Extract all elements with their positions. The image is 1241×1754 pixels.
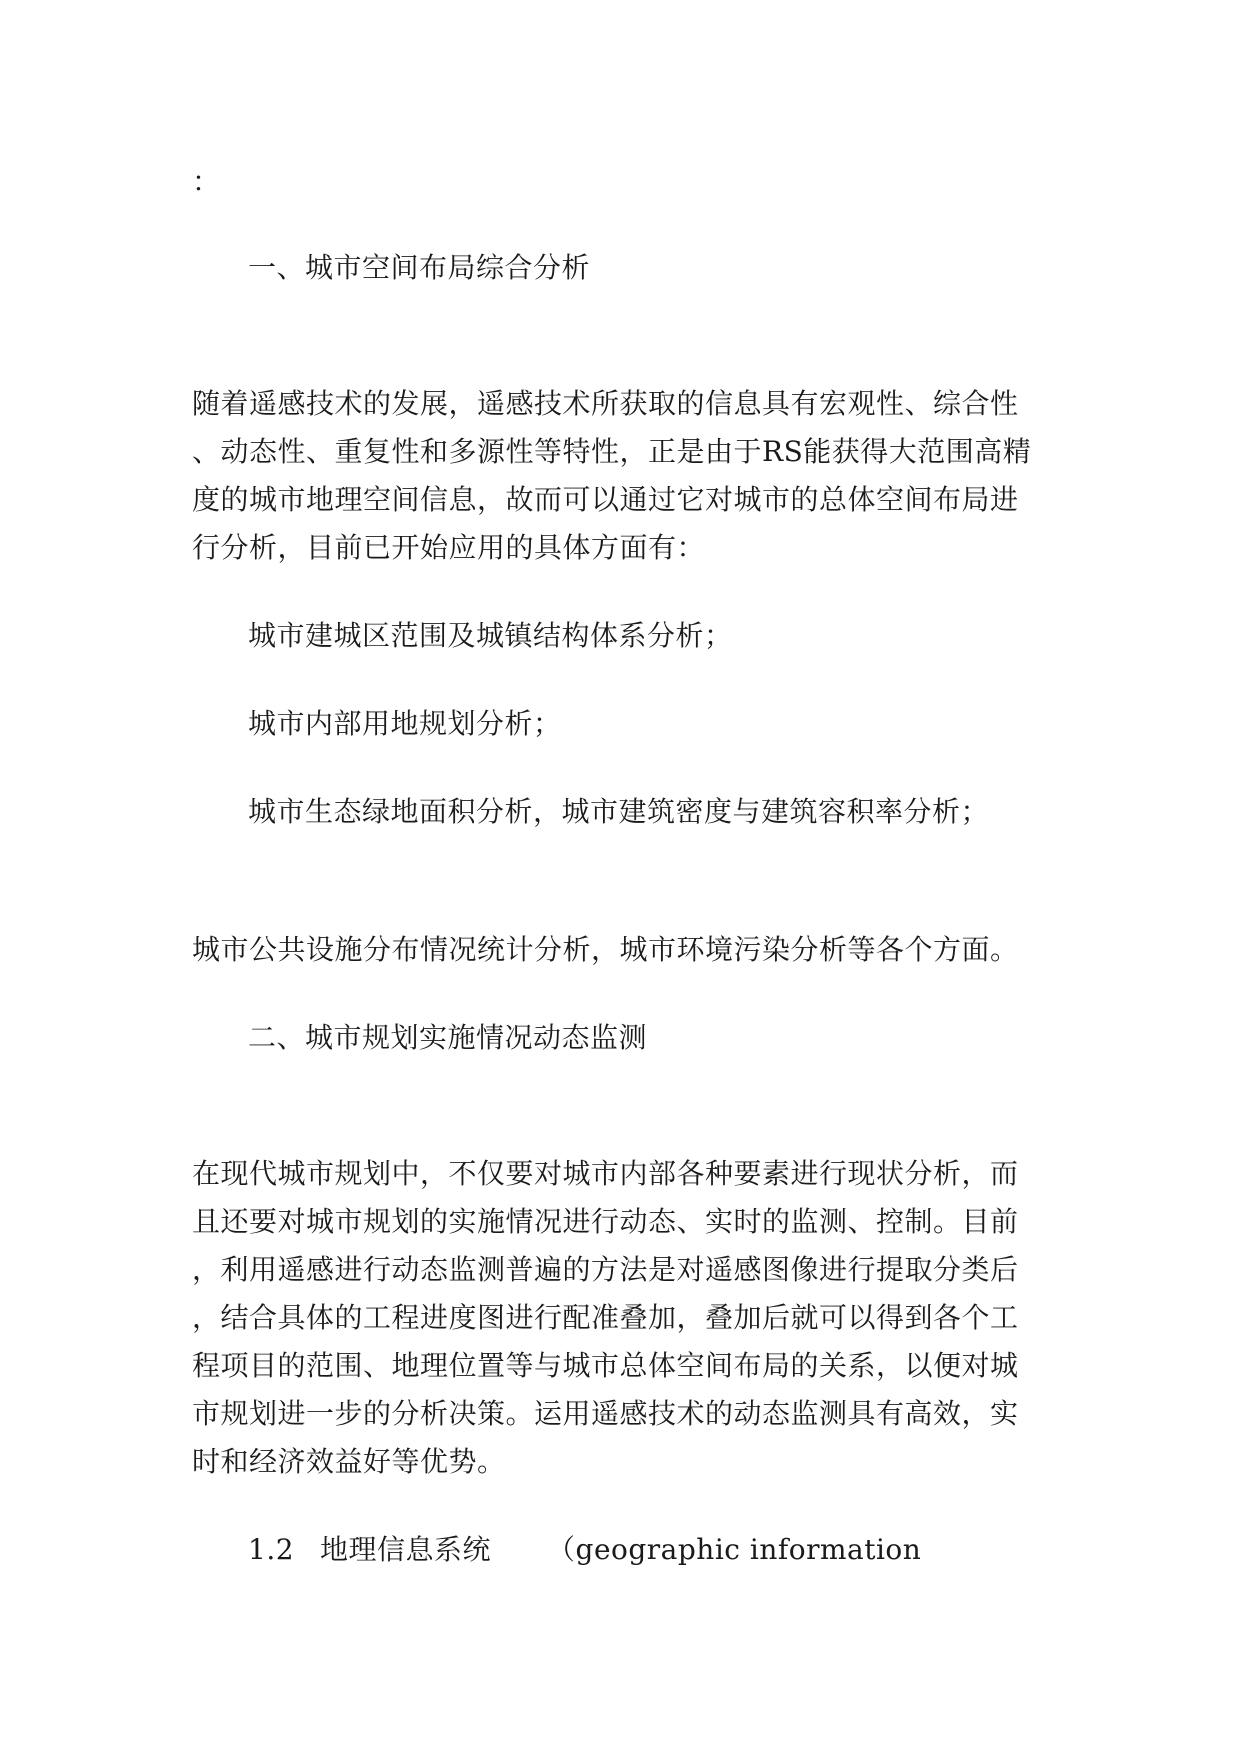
- subsection-english: （geographic information: [547, 1533, 922, 1566]
- list-item: 城市生态绿地面积分析，城市建筑密度与建筑容积率分析；: [248, 795, 990, 828]
- paragraph-three-line: 在现代城市规划中，不仅要对城市内部各种要素进行现状分析，而: [192, 1157, 1019, 1190]
- subsection-heading: [248, 1532, 921, 1568]
- leading-colon: ：: [192, 165, 221, 198]
- paragraph-three-line: ，结合具体的工程进度图进行配准叠加，叠加后就可以得到各个工: [192, 1301, 1019, 1334]
- paragraph-three-line: 市规划进一步的分析决策。运用遥感技术的动态监测具有高效，实: [192, 1397, 1019, 1430]
- paragraph-one-line: 随着遥感技术的发展，遥感技术所获取的信息具有宏观性、综合性: [192, 387, 1019, 420]
- paragraph-one-line: 、动态性、重复性和多源性等特性，正是由于RS能获得大范围高精: [192, 435, 1032, 468]
- paragraph-three-line: 时和经济效益好等优势。: [192, 1445, 506, 1478]
- list-item: 城市内部用地规划分析；: [248, 707, 562, 740]
- paragraph-three-line: ，利用遥感进行动态监测普遍的方法是对遥感图像进行提取分类后: [192, 1253, 1019, 1286]
- subsection-title: 地理信息系统: [320, 1533, 492, 1566]
- paragraph-two: 城市公共设施分布情况统计分析，城市环境污染分析等各个方面。: [192, 933, 1019, 966]
- paragraph-three-line: 且还要对城市规划的实施情况进行动态、实时的监测、控制。目前: [192, 1205, 1019, 1238]
- paragraph-one-line: 行分析，目前已开始应用的具体方面有：: [192, 531, 706, 564]
- subsection-number: 1.2: [248, 1533, 295, 1566]
- paragraph-one-line: 度的城市地理空间信息，故而可以通过它对城市的总体空间布局进: [192, 483, 1019, 516]
- list-item: 城市建城区范围及城镇结构体系分析；: [248, 619, 733, 652]
- paragraph-three-line: 程项目的范围、地理位置等与城市总体空间布局的关系，以便对城: [192, 1349, 1019, 1382]
- section-heading-one: 一、城市空间布局综合分析: [248, 251, 591, 284]
- section-heading-two: 二、城市规划实施情况动态监测: [248, 1021, 648, 1054]
